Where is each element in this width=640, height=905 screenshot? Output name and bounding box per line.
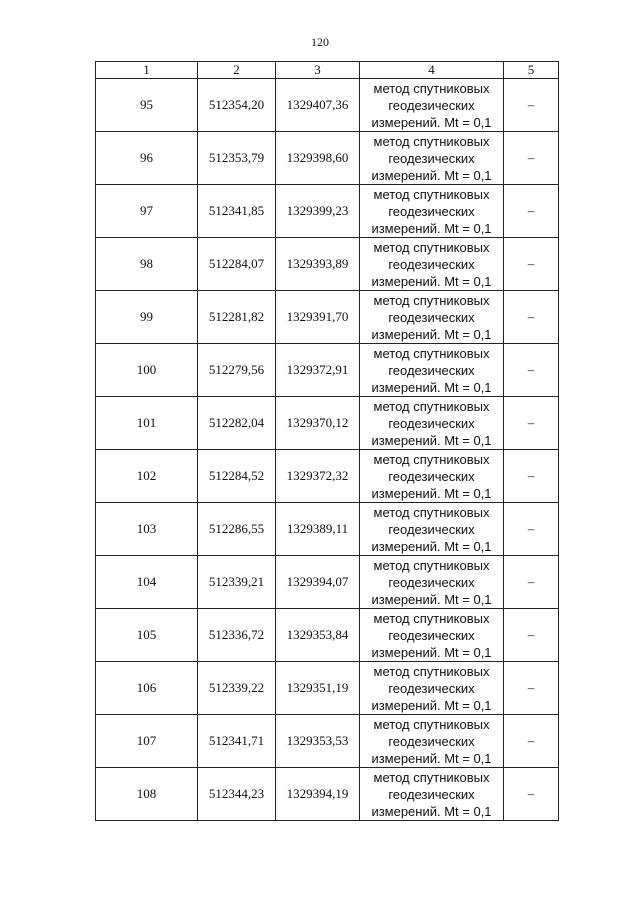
column-header-3: 3 [276, 62, 360, 79]
table-row [96, 503, 559, 556]
method-text-line: измерений. Mt = 0,1 [371, 644, 492, 660]
table-row [96, 397, 559, 450]
table-row [96, 185, 559, 238]
method-text-line: метод спутниковых [373, 663, 490, 679]
method-text-line: геодезических [388, 415, 475, 431]
method-text-line: метод спутниковых [373, 80, 490, 96]
x-coordinate-cell: 512341,85 [198, 185, 276, 238]
method-cell [360, 397, 504, 450]
column5-cell: – [504, 662, 559, 715]
method-text-line: геодезических [388, 362, 475, 378]
method-cell [360, 185, 504, 238]
method-text-line: метод спутниковых [373, 610, 490, 626]
y-coordinate-cell: 1329394,07 [276, 556, 360, 609]
point-number-cell: 104 [96, 556, 198, 609]
table-row [96, 238, 559, 291]
method-text-line: измерений. Mt = 0,1 [371, 432, 492, 448]
method-text-line: метод спутниковых [373, 716, 490, 732]
point-number-cell: 107 [96, 715, 198, 768]
point-number-cell: 99 [96, 291, 198, 344]
table-row [96, 291, 559, 344]
y-coordinate-cell: 1329351,19 [276, 662, 360, 715]
method-text-line: геодезических [388, 256, 475, 272]
column5-cell: – [504, 291, 559, 344]
method-text-line: измерений. Mt = 0,1 [371, 697, 492, 713]
point-number-cell: 100 [96, 344, 198, 397]
method-text-line: измерений. Mt = 0,1 [371, 326, 492, 342]
column5-cell: – [504, 715, 559, 768]
method-cell [360, 715, 504, 768]
page-number: 120 [311, 35, 329, 49]
table-row [96, 79, 559, 132]
method-cell [360, 503, 504, 556]
table-row [96, 768, 559, 821]
method-cell [360, 450, 504, 503]
method-cell [360, 768, 504, 821]
column5-cell: – [504, 503, 559, 556]
method-text-line: геодезических [388, 574, 475, 590]
x-coordinate-cell: 512339,21 [198, 556, 276, 609]
method-text-line: метод спутниковых [373, 292, 490, 308]
method-cell [360, 291, 504, 344]
method-text-line: геодезических [388, 786, 475, 802]
column5-cell: – [504, 450, 559, 503]
table-row [96, 132, 559, 185]
y-coordinate-cell: 1329353,53 [276, 715, 360, 768]
table-row [96, 556, 559, 609]
method-text-line: геодезических [388, 521, 475, 537]
point-number-cell: 103 [96, 503, 198, 556]
method-text-line: измерений. Mt = 0,1 [371, 591, 492, 607]
method-cell [360, 238, 504, 291]
x-coordinate-cell: 512336,72 [198, 609, 276, 662]
method-text-line: измерений. Mt = 0,1 [371, 167, 492, 183]
table-row [96, 609, 559, 662]
point-number-cell: 101 [96, 397, 198, 450]
table-row [96, 450, 559, 503]
column-header-4: 4 [360, 62, 504, 79]
method-text-line: геодезических [388, 468, 475, 484]
column5-cell: – [504, 132, 559, 185]
x-coordinate-cell: 512344,23 [198, 768, 276, 821]
column5-cell: – [504, 609, 559, 662]
column5-cell: – [504, 397, 559, 450]
x-coordinate-cell: 512279,56 [198, 344, 276, 397]
table-header-row [96, 62, 559, 79]
column5-cell: – [504, 344, 559, 397]
method-text-line: метод спутниковых [373, 186, 490, 202]
column5-cell: – [504, 185, 559, 238]
method-cell [360, 344, 504, 397]
y-coordinate-cell: 1329399,23 [276, 185, 360, 238]
method-cell [360, 609, 504, 662]
column-header-2: 2 [198, 62, 276, 79]
y-coordinate-cell: 1329398,60 [276, 132, 360, 185]
method-text-line: измерений. Mt = 0,1 [371, 273, 492, 289]
method-text-line: геодезических [388, 680, 475, 696]
method-cell [360, 79, 504, 132]
x-coordinate-cell: 512286,55 [198, 503, 276, 556]
method-text-line: геодезических [388, 627, 475, 643]
method-text-line: измерений. Mt = 0,1 [371, 803, 492, 819]
table-row [96, 344, 559, 397]
x-coordinate-cell: 512354,20 [198, 79, 276, 132]
column5-cell: – [504, 556, 559, 609]
method-text-line: геодезических [388, 203, 475, 219]
method-text-line: измерений. Mt = 0,1 [371, 220, 492, 236]
y-coordinate-cell: 1329394,19 [276, 768, 360, 821]
y-coordinate-cell: 1329372,32 [276, 450, 360, 503]
method-text-line: измерений. Mt = 0,1 [371, 114, 492, 130]
point-number-cell: 105 [96, 609, 198, 662]
x-coordinate-cell: 512339,22 [198, 662, 276, 715]
point-number-cell: 98 [96, 238, 198, 291]
method-text-line: измерений. Mt = 0,1 [371, 485, 492, 501]
point-number-cell: 96 [96, 132, 198, 185]
x-coordinate-cell: 512341,71 [198, 715, 276, 768]
y-coordinate-cell: 1329389,11 [276, 503, 360, 556]
method-text-line: измерений. Mt = 0,1 [371, 750, 492, 766]
x-coordinate-cell: 512353,79 [198, 132, 276, 185]
table-row [96, 715, 559, 768]
point-number-cell: 108 [96, 768, 198, 821]
x-coordinate-cell: 512284,52 [198, 450, 276, 503]
method-cell [360, 662, 504, 715]
method-text-line: геодезических [388, 150, 475, 166]
method-text-line: метод спутниковых [373, 398, 490, 414]
method-text-line: метод спутниковых [373, 133, 490, 149]
point-number-cell: 106 [96, 662, 198, 715]
method-text-line: геодезических [388, 97, 475, 113]
column5-cell: – [504, 238, 559, 291]
point-number-cell: 97 [96, 185, 198, 238]
column5-cell: – [504, 79, 559, 132]
coordinates-table [95, 61, 559, 821]
method-text-line: измерений. Mt = 0,1 [371, 379, 492, 395]
table-row [96, 662, 559, 715]
method-text-line: измерений. Mt = 0,1 [371, 538, 492, 554]
y-coordinate-cell: 1329393,89 [276, 238, 360, 291]
method-text-line: геодезических [388, 733, 475, 749]
x-coordinate-cell: 512282,04 [198, 397, 276, 450]
y-coordinate-cell: 1329372,91 [276, 344, 360, 397]
method-text-line: метод спутниковых [373, 557, 490, 573]
method-text-line: метод спутниковых [373, 345, 490, 361]
y-coordinate-cell: 1329407,36 [276, 79, 360, 132]
method-text-line: метод спутниковых [373, 769, 490, 785]
column5-cell: – [504, 768, 559, 821]
x-coordinate-cell: 512281,82 [198, 291, 276, 344]
point-number-cell: 95 [96, 79, 198, 132]
y-coordinate-cell: 1329370,12 [276, 397, 360, 450]
method-text-line: метод спутниковых [373, 451, 490, 467]
y-coordinate-cell: 1329353,84 [276, 609, 360, 662]
method-text-line: метод спутниковых [373, 239, 490, 255]
column-header-5: 5 [504, 62, 559, 79]
method-cell [360, 556, 504, 609]
method-cell [360, 132, 504, 185]
method-text-line: метод спутниковых [373, 504, 490, 520]
x-coordinate-cell: 512284,07 [198, 238, 276, 291]
method-text-line: геодезических [388, 309, 475, 325]
point-number-cell: 102 [96, 450, 198, 503]
column-header-1: 1 [96, 62, 198, 79]
y-coordinate-cell: 1329391,70 [276, 291, 360, 344]
